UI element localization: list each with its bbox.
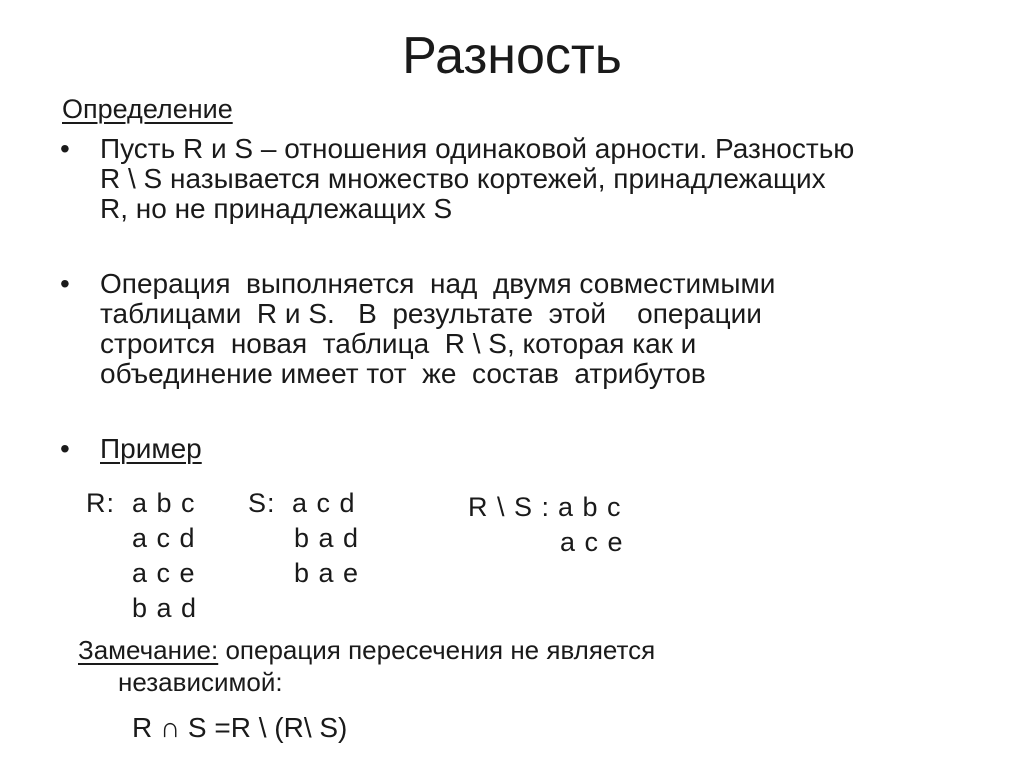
intersection-formula: R ∩ S =R \ (R\ S) bbox=[132, 712, 348, 743]
relation-r-row: a c d bbox=[132, 523, 196, 553]
difference-label: R \ S : bbox=[468, 492, 551, 522]
relation-s-label: S: bbox=[248, 488, 276, 518]
example-label: Пример bbox=[100, 433, 202, 464]
slide-title: Разность bbox=[402, 27, 622, 85]
operation-line-3: строится новая таблица R \ S, которая как и bbox=[100, 328, 697, 359]
definition-line-3: R, но не принадлежащих S bbox=[100, 193, 453, 224]
definition-line-1: Пусть R и S – отношения одинаковой арности. Разностью bbox=[100, 133, 855, 164]
bullet-marker: • bbox=[60, 268, 70, 299]
note-label: Замечание: bbox=[78, 635, 219, 665]
operation-line-1: Операция выполняется над двумя совместимыми bbox=[100, 268, 776, 299]
difference-row: a b c bbox=[558, 492, 622, 522]
note-line-1 bbox=[78, 634, 655, 666]
operation-line-2: таблицами R и S. В результате этой операции bbox=[100, 298, 762, 329]
definition-line-2: R \ S называется множество кортежей, принадлежащих bbox=[100, 163, 826, 194]
operation-line-4: объединение имеет тот же состав атрибутов bbox=[100, 358, 706, 389]
relation-s-row: b a e bbox=[294, 558, 360, 588]
definition-heading: Определение bbox=[62, 94, 233, 124]
relation-s-row: a c d bbox=[292, 488, 356, 518]
difference-row: a c e bbox=[560, 527, 624, 557]
note-text: операция пересечения не является bbox=[218, 635, 656, 665]
relation-s-row: b a d bbox=[294, 523, 360, 553]
bullet-marker: • bbox=[60, 133, 70, 164]
bullet-marker: • bbox=[60, 433, 70, 464]
note-line-2: независимой: bbox=[118, 667, 283, 697]
relation-r-row: a b c bbox=[132, 488, 196, 518]
relation-r-label: R: bbox=[86, 488, 115, 518]
relation-r-row: a c e bbox=[132, 558, 196, 588]
relation-r-row: b a d bbox=[132, 593, 198, 623]
